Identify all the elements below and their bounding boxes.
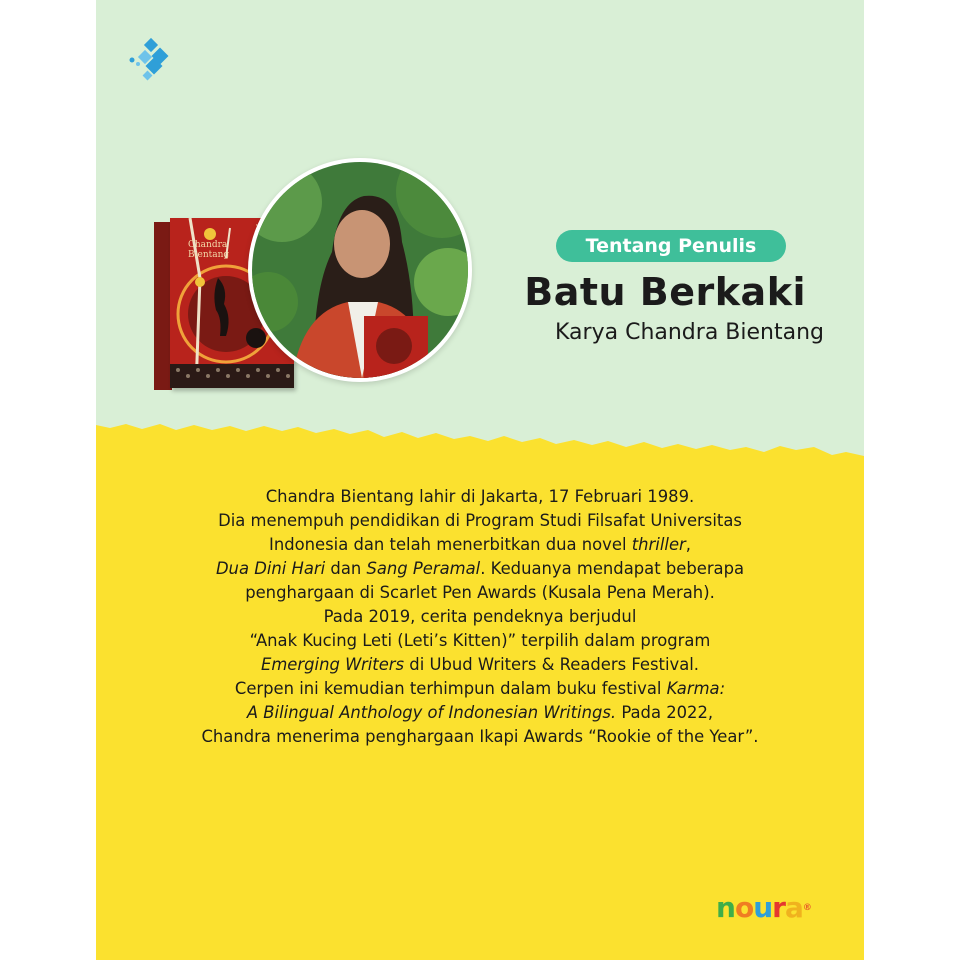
bio-italic: thriller [631, 535, 686, 554]
author-bio [116, 485, 844, 749]
author-photo [248, 158, 472, 382]
logo-letter: r [772, 891, 785, 924]
logo-letter: n [716, 891, 735, 924]
book-author-line1: Chandra [188, 240, 228, 250]
bio-line: Chandra menerima penghargaan Ikapi Awards “Rookie of the Year”. [201, 727, 759, 746]
bio-text: , [685, 535, 691, 554]
poster [96, 0, 864, 960]
book-heading: Batu Berkaki [524, 270, 806, 314]
bio-italic: Emerging Writers [260, 655, 405, 674]
logo-letter: a [784, 891, 803, 924]
bio-italic: Dua Dini Hari [215, 559, 326, 578]
bio-line [116, 533, 844, 557]
bio-text: Pada 2022, [616, 703, 714, 722]
bio-line [116, 677, 844, 701]
bio-line [116, 557, 844, 581]
logo-letter: o [734, 891, 754, 924]
book-author [188, 240, 229, 260]
publisher-logo [716, 892, 811, 924]
registered-mark: ® [802, 903, 811, 913]
diamond-cluster-icon [126, 34, 178, 86]
bio-italic: A Bilingual Anthology of Indonesian Writings. [246, 703, 617, 722]
bio-text: . Keduanya mendapat beberapa [480, 559, 745, 578]
bio-line: Chandra Bientang lahir di Jakarta, 17 Februari 1989. [265, 487, 695, 506]
bio-line [116, 701, 844, 725]
bio-line: Pada 2019, cerita pendeknya berjudul [323, 607, 637, 626]
section-badge: Tentang Penulis [556, 230, 786, 262]
bio-text: Indonesia dan telah menerbitkan dua novel [269, 535, 632, 554]
bio-text: Cerpen ini kemudian terhimpun dalam buku festival [234, 679, 667, 698]
logo-letter: u [753, 891, 773, 924]
bio-line: Dia menempuh pendidikan di Program Studi Filsafat Universitas [218, 511, 742, 530]
bio-line [116, 653, 844, 677]
bio-line: “Anak Kucing Leti (Leti’s Kitten)” terpilih dalam program [249, 631, 711, 650]
bio-italic: Karma: [666, 679, 726, 698]
bio-text: dan [325, 559, 367, 578]
book-subheading: Karya Chandra Bientang [555, 320, 824, 345]
bio-italic: Sang Peramal [366, 559, 481, 578]
bio-text: di Ubud Writers & Readers Festival. [404, 655, 700, 674]
book-author-line2: Bientang [188, 250, 230, 260]
bio-line: penghargaan di Scarlet Pen Awards (Kusala Pena Merah). [245, 583, 715, 602]
